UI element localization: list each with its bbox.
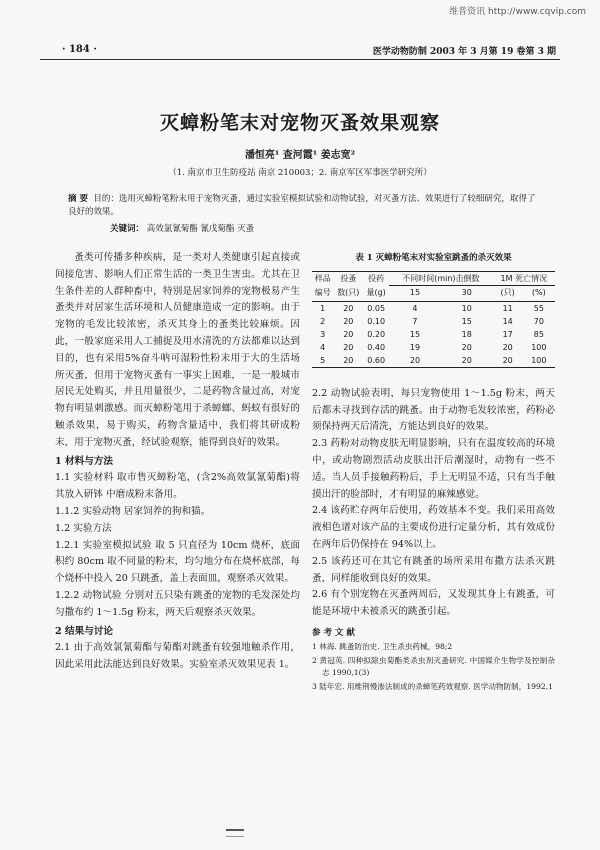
cell: 20 — [461, 342, 472, 352]
paragraph-1-2-2: 1.2.2 动物试验 分别对五只染有跳蚤的宠物的毛发深处均匀撒布约 1～1.5g 粉末，两天后观察杀灭效果。 — [55, 589, 300, 618]
cell: 11 — [502, 303, 513, 313]
results-table — [312, 271, 555, 368]
cell: 20 — [493, 354, 523, 368]
cell: 1 — [320, 303, 326, 313]
cell: 0.10 — [367, 316, 386, 326]
cell: 85 — [533, 329, 544, 339]
section-heading-results: 2 结果与讨论 — [55, 625, 113, 637]
footer-mark — [226, 829, 244, 837]
cell: 20 — [333, 354, 363, 368]
cell: 20 — [343, 329, 354, 339]
col-dead-count: (只) — [500, 287, 515, 297]
cell: 20 — [502, 342, 513, 352]
cell: 15 — [409, 329, 421, 339]
cell: 20 — [343, 342, 354, 352]
paragraph-1-2-1: 1.2.1 实验室模拟试验 取 5 只直径为 10cm 烧杯，底面积约 80cm 取不同量的粉末，均匀地分布在烧杯底部，每个烧杯中投入 20 只跳蚤，盖上表面皿，观察杀灭效果。 — [55, 539, 300, 585]
paragraph-2-5: 2.5 该药还可在其它有跳蚤的场所采用布撒方法杀灭跳蚤，同样能收到良好的效果。 — [312, 555, 555, 584]
paragraph-1-1-2: 1.1.2 实验动物 居家饲养的狗和猫。 — [55, 505, 211, 517]
cell: 0.60 — [363, 354, 389, 368]
table-caption: 表 1 灭蟑粉笔末对实验室跳蚤的杀灭效果 — [355, 253, 512, 263]
cell: 0.20 — [367, 329, 386, 339]
cell: 20 — [441, 354, 493, 368]
watermark: 维普资讯 http://www.cqvip.com — [449, 7, 586, 17]
header-rule — [40, 59, 560, 60]
cell: 20 — [343, 316, 354, 326]
right-column — [312, 250, 555, 694]
reference-item: 1 林海. 跳蚤防治史. 卫生杀虫药械，98;2 — [312, 642, 453, 652]
reference-item: 3 陆年宏. 用维荆慢渗法制成的杀蟑笔药效观察. 医学动物防制，1992,1 — [312, 681, 553, 691]
reference-item: 2 黄冠英. 四种拟除虫菊酯类杀虫剂灭蚤研究. 中国媒介生物学及控制杂志 1990,1(3) — [312, 655, 555, 678]
cell: 3 — [320, 329, 326, 339]
cell: 14 — [502, 316, 513, 326]
paragraph-2-4: 2.4 该药贮存两年后使用，药效基本不变。我们采用高效液相色谱对该产品的主要成份进行定量分析，其有效成份在两年后仍保持在 94%以上。 — [312, 505, 555, 550]
section-heading-methods: 1 材料与方法 — [55, 455, 113, 467]
cell: 100 — [523, 354, 555, 368]
col-30: 30 — [461, 287, 472, 297]
abstract-text: 目的：选用灭蟑粉笔粉末用于宠物灭蚤，通过实验室模拟试验和动物试验，对灭蚤方法、效果进行了较细研究，取得了良好的效果。 — [68, 194, 536, 217]
table-row — [312, 328, 555, 341]
cell: 55 — [533, 303, 544, 313]
cell: 70 — [533, 316, 544, 326]
article-title: 灭蟑粉笔末对宠物灭蚤效果观察 — [159, 112, 440, 134]
col-sample: 样品 — [312, 271, 333, 285]
cell: 0.40 — [367, 342, 386, 352]
abstract-label: 摘 要 — [68, 194, 88, 204]
cell: 17 — [502, 329, 513, 339]
cell: 20 — [343, 303, 354, 313]
col-death: 1M 死亡情况 — [493, 271, 555, 285]
cell: 0.05 — [367, 303, 386, 313]
col-dose: 投药 — [363, 271, 389, 285]
cell: 4 — [412, 303, 418, 313]
table-row — [312, 315, 555, 328]
abstract — [68, 193, 538, 219]
col-count: 投蚤 — [333, 271, 363, 285]
col-sample-2: 编号 — [314, 287, 331, 297]
author-list: 潘恒亮¹ 查河霞¹ 姜志宽² — [244, 150, 356, 161]
affiliation: （1. 南京市卫生防疫站 南京 210003；2. 南京军区军事医学研究所） — [168, 168, 432, 178]
cell: 4 — [320, 342, 326, 352]
keywords-text: 高效氯氰菊酯 氰戊菊酯 灭蚤 — [146, 224, 255, 234]
table-row — [312, 301, 555, 315]
cell: 15 — [461, 316, 472, 326]
col-knockdown: 不同时间(min)击倒数 — [389, 271, 493, 285]
table-row — [312, 341, 555, 354]
col-15: 15 — [409, 287, 421, 297]
paragraph-2-2: 2.2 动物试验表明，每只宠物使用 1～1.5g 粉末，两天后都未寻找到存活的跳蚤。由于动物毛发较浓密，药粉必须保持两天后清洗，方能达到良好的效果。 — [312, 387, 555, 433]
page-number: · 184 · — [62, 44, 97, 55]
col-dose-2: 量(g) — [366, 287, 386, 297]
left-column — [55, 250, 300, 674]
paragraph-1-1: 1.1 实验材料 取市售灭蟑粉笔，(含2%高效氯氰菊酯)将其放入研钵 中磨成粉末备用。 — [55, 472, 300, 501]
cell: 5 — [312, 354, 333, 368]
intro-paragraph: 蚤类可传播多种疾病，是一类对人类健康引起直接或间接危害、影响人们正常生活的一类卫生害虫。尤其在卫生条件差的人群种畜中，特别是居家饲养的宠物极易产生蚤类并对居家生活环境和人员健康造成一定的影响。由于宠物的毛发比较浓密，杀灭其身上的蚤类比较麻烦。因此，一般家庭采用人工捕捉及用水清洗的方法都难以达到目的，也有采用5%奋斗呐可湿粉性粉末用于大的生活场所灭蚤，但用于宠物灭蚤有一事实上困难，一是一般城市居民无处购买，并且用量很少，二是药物含量过高，对宠物有明显刺激感。而灭蟑粉笔用于杀蟑螂、蚂蚁有很好的触杀效果，易于购买，药物含量适中，我们将其研成粉末，用于宠物灭蚤，经试验观察，能得到良好的效果。 — [55, 252, 300, 448]
journal-header: 医学动物防制 2003 年 3 月第 19 卷第 3 期 — [372, 47, 556, 57]
col-dead-pct: (%) — [531, 287, 546, 297]
col-count-2: 数(只) — [337, 287, 360, 297]
cell: 20 — [389, 354, 441, 368]
cell: 100 — [531, 342, 547, 352]
cell: 7 — [412, 316, 418, 326]
paragraph-2-3: 2.3 药粉对动物皮肤无明显影响，只有在温度较高的环境中，或动物剧烈活动皮肤出汗后潮湿时，动物有一些不适。当人员手接触药粉后，手上无明显不适，只有当手触摸出汗的脸部时，才有明显的麻辣感觉。 — [312, 438, 555, 500]
cell: 18 — [461, 329, 472, 339]
references-heading: 参 考 文 献 — [312, 627, 355, 638]
keywords — [110, 222, 540, 234]
heading-1-2: 1.2 实验方法 — [55, 522, 112, 534]
references — [312, 627, 555, 694]
table-row — [312, 354, 555, 368]
cell: 10 — [461, 303, 472, 313]
cell: 19 — [409, 342, 421, 352]
cell: 2 — [320, 316, 326, 326]
keywords-label: 关键词： — [110, 224, 145, 234]
paragraph-2-6: 2.6 有个别宠物在灭蚤两周后，又发现其身上有跳蚤，可能是环境中未被杀灭的跳蚤引起。 — [312, 589, 555, 618]
paragraph-2-1: 2.1 由于高效氯氰菊酯与菊酯对跳蚤有较强地触杀作用，因此采用此法能达到良好效果。实验室杀灭效果见表 1。 — [55, 642, 300, 671]
